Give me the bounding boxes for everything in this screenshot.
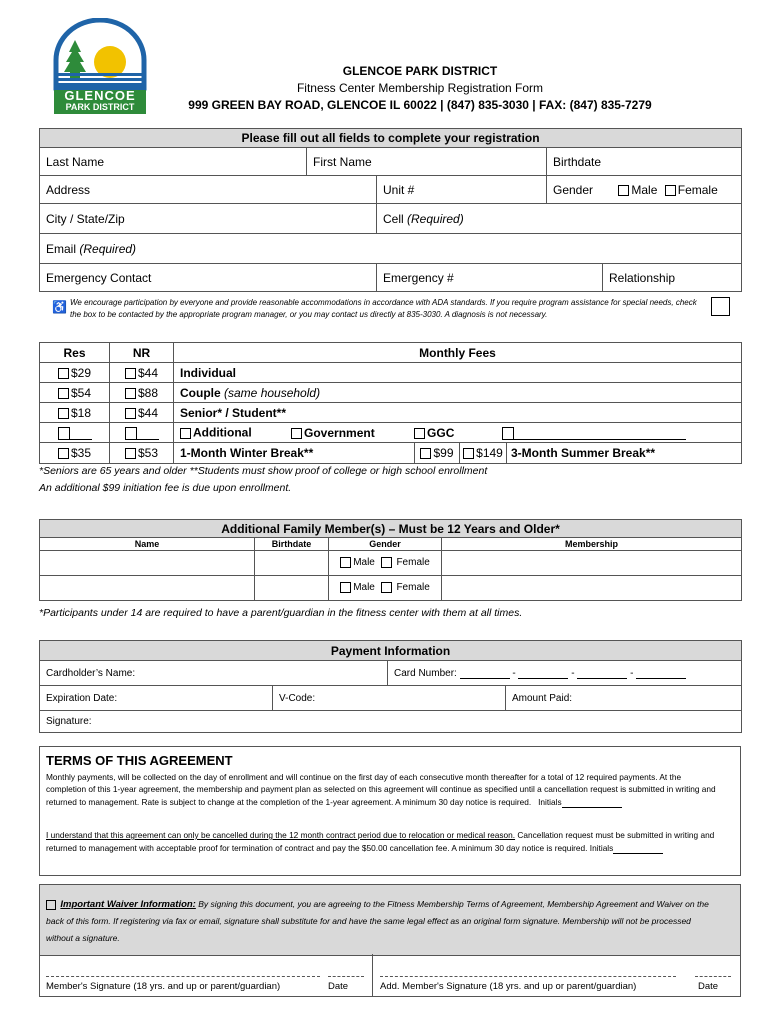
res-winter[interactable]: $35: [40, 443, 110, 464]
expiration-field[interactable]: Expiration Date:: [40, 686, 273, 711]
initials-line-2[interactable]: [613, 841, 663, 854]
female-checkbox[interactable]: [665, 185, 676, 196]
member-date-line[interactable]: [328, 976, 364, 977]
fees-note-seniors: *Seniors are 65 years and older **Students must show proof of college or high school enrollment: [39, 465, 488, 477]
vcode-field[interactable]: V-Code:: [273, 686, 506, 711]
waiver-title: Important Waiver Information:: [60, 899, 196, 910]
family-gender-cell: Male Female: [329, 576, 442, 601]
logo-text-glencoe: GLENCOE: [64, 88, 136, 103]
cell-required-note: (Required): [407, 211, 464, 226]
initials-label-2: Initials: [589, 843, 614, 853]
waiver-checkbox[interactable]: [46, 900, 56, 910]
government-label: Government: [304, 425, 375, 440]
cell-label: Cell: [383, 211, 404, 226]
res-couple[interactable]: $54: [40, 383, 110, 403]
male-checkbox[interactable]: [618, 185, 629, 196]
gender-field: [547, 176, 742, 204]
last-name-field[interactable]: Last Name: [40, 148, 307, 176]
address-line: 999 GREEN BAY ROAD, GLENCOE IL 60022 | (847) 835-3030 | FAX: (847) 835-7279: [188, 98, 652, 112]
waiver-text: Important Waiver Information: By signing this document, you are agreeing to the Fitness Membership Terms of Agreement, Membership Agreement and Waiver on the back of this form. If registering via fax or email, signature shall substitute for and have the same legal effect as an original form signature. Membership will not be processed without a signature.: [46, 899, 709, 943]
col-nr: NR: [110, 343, 174, 363]
nr-couple[interactable]: $88: [110, 383, 174, 403]
initials-label-1: Initials: [538, 797, 562, 807]
family-gender-cell: Male Female: [329, 551, 442, 576]
add-member-date-label: Date: [698, 981, 719, 992]
fee-senior-student: Senior* / Student**: [174, 403, 742, 423]
terms-paragraph-2: I understand that this agreement can only be cancelled during the 12 month contract period due to relocation or medical reason. Cancellation request must be submitted in writing and returned to management with acceptable proof for termination of contract and pay the $50.00 cancellation fee. A minimum 30 day notice is required. Initials: [46, 830, 715, 853]
registration-header: Please fill out all fields to complete your registration: [40, 129, 742, 148]
family-col-birthdate: Birthdate: [255, 538, 329, 551]
family-name-input[interactable]: [40, 576, 255, 601]
family-row: [40, 576, 742, 601]
first-name-field[interactable]: First Name: [307, 148, 547, 176]
accessibility-icon: ♿: [52, 300, 67, 314]
amount-paid-field[interactable]: Amount Paid:: [506, 686, 742, 711]
payment-header: Payment Information: [40, 641, 742, 661]
family-table: [39, 519, 742, 601]
family-female-checkbox[interactable]: [381, 557, 392, 568]
nr-individual[interactable]: $44: [110, 363, 174, 383]
family-male-checkbox[interactable]: [340, 582, 351, 593]
nr-custom[interactable]: [110, 423, 174, 443]
family-female-checkbox[interactable]: [381, 582, 392, 593]
other-line[interactable]: [514, 425, 686, 440]
other-checkbox[interactable]: [502, 427, 514, 440]
female-label: Female: [677, 182, 718, 197]
unit-field[interactable]: Unit #: [377, 176, 547, 204]
payment-table: [39, 640, 742, 733]
email-field[interactable]: [40, 234, 742, 264]
nr-winter[interactable]: $53: [110, 443, 174, 464]
birthdate-field[interactable]: Birthdate: [547, 148, 742, 176]
add-member-signature-label: Add. Member's Signature (18 yrs. and up or parent/guardian): [380, 981, 637, 992]
winter-break-label: 1-Month Winter Break**: [180, 446, 314, 460]
family-membership-input[interactable]: [442, 576, 742, 601]
fee-couple: Couple (same household): [174, 383, 742, 403]
family-col-gender: Gender: [329, 538, 442, 551]
email-required-note: (Required): [79, 241, 137, 256]
cell-field[interactable]: [377, 204, 742, 234]
family-birthdate-input[interactable]: [255, 576, 329, 601]
logo-text-park-district: PARK DISTRICT: [65, 102, 135, 112]
email-label: Email: [46, 241, 77, 256]
family-name-input[interactable]: [40, 551, 255, 576]
fees-note-initiation: An additional $99 initiation fee is due upon enrollment.: [39, 482, 292, 494]
cardholder-field[interactable]: Cardholder’s Name:: [40, 661, 388, 686]
summer-res-option[interactable]: $99: [414, 443, 459, 463]
family-note: *Participants under 14 are required to have a parent/guardian in the fitness center with them at all times.: [39, 607, 523, 619]
family-row: [40, 551, 742, 576]
fee-break-options: [174, 443, 742, 464]
additional-label: Additional: [193, 425, 252, 440]
res-individual[interactable]: $29: [40, 363, 110, 383]
ggc-label: GGC: [427, 425, 455, 440]
registration-table: [39, 128, 742, 292]
card-number-field[interactable]: Card Number: - - -: [388, 661, 742, 686]
terms-title: TERMS OF THIS AGREEMENT: [46, 753, 233, 768]
emergency-number-field[interactable]: Emergency #: [377, 264, 603, 292]
add-member-date-line[interactable]: [695, 976, 731, 977]
ada-assistance-checkbox[interactable]: [711, 297, 730, 316]
initials-line-1[interactable]: [562, 795, 622, 808]
summer-break-label: 3-Month Summer Break**: [506, 443, 741, 463]
fees-table: [39, 342, 742, 464]
res-senior-student[interactable]: $18: [40, 403, 110, 423]
gender-label: Gender: [553, 182, 594, 197]
family-header: Additional Family Member(s) – Must be 12 Years and Older*: [40, 520, 742, 538]
form-title: Fitness Center Membership Registration Form: [296, 81, 544, 95]
family-birthdate-input[interactable]: [255, 551, 329, 576]
family-male-checkbox[interactable]: [340, 557, 351, 568]
city-state-zip-field[interactable]: City / State/Zip: [40, 204, 377, 234]
ada-note: We encourage participation by everyone and provide reasonable accommodations in accordance with ADA standards. If you require program assistance for special needs, check the box to be contacted by the appropriate program manager, or you may contact us directly at 835-3030. A diagnosis is not necessary.: [70, 298, 697, 319]
terms-paragraph-1: Monthly payments, will be collected on the day of enrollment and will continue on the first day of each consecutive month thereafter for a total of 12 required payments. At the completion of this 1-year agreement, the membership and payment plan as selected on this agreement will continue as specified until a cancellation request is submitted in writing and returned to management. Rate is subject to change at the completion of the 1-year agreement. A minimum 30 day notice is required. Initials: [46, 772, 716, 807]
relationship-field[interactable]: Relationship: [603, 264, 742, 292]
card-number-label: Card Number:: [394, 667, 457, 679]
address-field[interactable]: Address: [40, 176, 377, 204]
member-signature-label: Member's Signature (18 yrs. and up or parent/guardian): [46, 981, 281, 992]
payment-signature-field[interactable]: Signature:: [40, 711, 742, 733]
ggc-checkbox[interactable]: [414, 428, 425, 439]
summer-nr-option[interactable]: $149: [459, 443, 506, 463]
member-date-label: Date: [328, 981, 349, 992]
family-membership-input[interactable]: [442, 551, 742, 576]
fee-individual: Individual: [174, 363, 742, 383]
fee-discount-options: [174, 423, 742, 443]
col-monthly-fees: Monthly Fees: [174, 343, 742, 363]
col-res: Res: [40, 343, 110, 363]
family-col-membership: Membership: [442, 538, 742, 551]
nr-senior-student[interactable]: $44: [110, 403, 174, 423]
government-checkbox[interactable]: [291, 428, 302, 439]
emergency-contact-field[interactable]: Emergency Contact: [40, 264, 377, 292]
family-col-name: Name: [40, 538, 255, 551]
additional-checkbox[interactable]: [180, 428, 191, 439]
org-name: GLENCOE PARK DISTRICT: [342, 64, 498, 78]
member-signature-line[interactable]: [46, 976, 320, 977]
male-label: Male: [631, 182, 658, 197]
res-custom[interactable]: [40, 423, 110, 443]
add-member-signature-line[interactable]: [380, 976, 676, 977]
